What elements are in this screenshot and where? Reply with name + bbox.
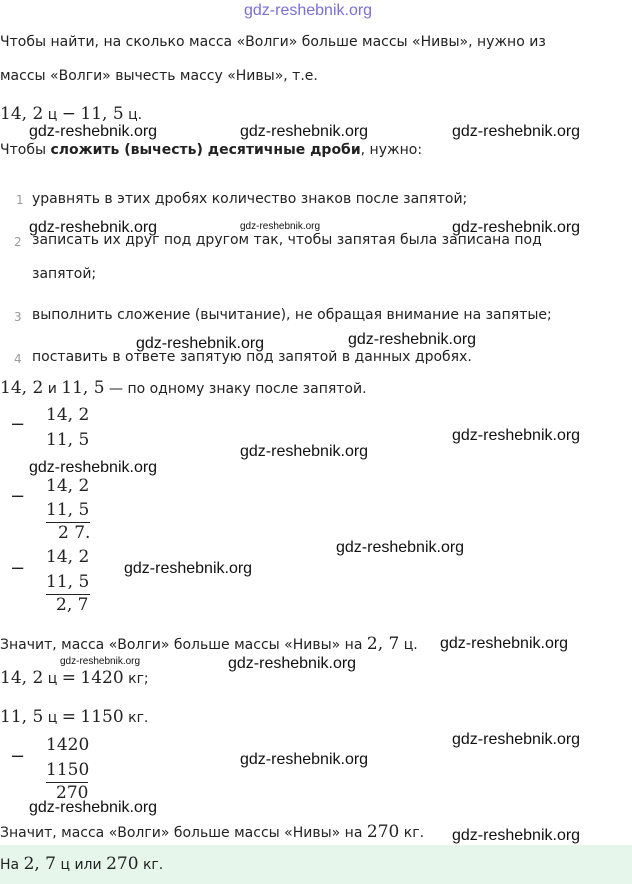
conv1-eq: = xyxy=(61,668,76,688)
rule-bold: сложить (вычесть) десятичные дроби xyxy=(50,142,361,158)
watermark: gdz-reshebnik.org xyxy=(136,335,265,352)
conclusion-2-text: Значит, масса «Волги» больше массы «Нивы» на xyxy=(0,825,363,841)
answer-unit-2: кг. xyxy=(142,857,164,873)
answer-or: или xyxy=(74,857,102,873)
conclusion-2-value: 270 xyxy=(366,822,400,842)
watermark-small: gdz-reshebnik.org xyxy=(240,221,321,232)
answer-line xyxy=(0,854,163,874)
expression-op: − xyxy=(61,104,76,124)
watermark: gdz-reshebnik.org xyxy=(240,751,369,768)
conclusion-1-text: Значит, масса «Волги» больше массы «Нивы» на xyxy=(0,637,363,653)
calc1-minus: − xyxy=(10,414,26,435)
conv2-a: 11, 5 xyxy=(0,707,44,727)
intro-line-2: массы «Волги» вычесть массу «Нивы», т.е. xyxy=(0,68,318,84)
calc1-top: 14, 2 xyxy=(46,405,90,425)
rule-prefix: Чтобы xyxy=(0,142,47,158)
conv2-eq: = xyxy=(61,707,76,727)
calc3-bottom: 11, 5 xyxy=(46,572,90,592)
watermark: gdz-reshebnik.org xyxy=(452,123,581,140)
watermark: gdz-reshebnik.org xyxy=(240,443,369,460)
conversion-2 xyxy=(0,707,148,727)
watermark: gdz-reshebnik.org xyxy=(29,123,158,140)
watermark-top: gdz-reshebnik.org xyxy=(244,2,373,19)
calc4-top: 1420 xyxy=(46,735,90,755)
expression-unit-b: ц. xyxy=(128,107,143,123)
conclusion-1-unit: ц. xyxy=(403,637,418,653)
watermark: gdz-reshebnik.org xyxy=(452,827,581,844)
step-3-number: 3 xyxy=(14,310,22,324)
compare-a: 14, 2 xyxy=(0,378,44,398)
step-4-text: поставить в ответе запятую под запятой в данных дробях. xyxy=(32,349,472,365)
watermark-small: gdz-reshebnik.org xyxy=(60,656,141,667)
step-2-text: записать их друг под другом так, чтобы запятая была записана под xyxy=(32,232,542,248)
answer-unit-1: ц xyxy=(60,857,70,873)
conclusion-2 xyxy=(0,822,424,842)
step-1-text: уравнять в этих дробях количество знаков после запятой; xyxy=(32,191,468,207)
step-3-text: выполнить сложение (вычитание), не обращая внимание на запятые; xyxy=(32,307,552,323)
calc4-result: 270 xyxy=(56,783,89,803)
calc4-minus: − xyxy=(10,746,26,767)
expression xyxy=(0,104,142,124)
compare-and: и xyxy=(47,381,57,397)
rule-line xyxy=(0,142,422,158)
step-2-number: 2 xyxy=(14,235,22,249)
conv2-unit1: ц xyxy=(47,710,58,726)
step-1-number: 1 xyxy=(16,193,24,207)
intro-line-1: Чтобы найти, на сколько масса «Волги» больше массы «Нивы», нужно из xyxy=(0,34,546,50)
calc2-minus: − xyxy=(10,486,26,507)
conv1-a: 14, 2 xyxy=(0,668,44,688)
conv2-unit2: кг. xyxy=(128,710,149,726)
watermark: gdz-reshebnik.org xyxy=(124,560,253,577)
conclusion-1-value: 2, 7 xyxy=(366,634,400,654)
conv1-unit1: ц xyxy=(47,671,58,687)
expression-b: 11, 5 xyxy=(80,104,124,124)
calc2-top: 14, 2 xyxy=(46,476,90,496)
expression-a: 14, 2 xyxy=(0,104,44,124)
answer-value-1: 2, 7 xyxy=(23,854,57,874)
calc3-minus: − xyxy=(10,558,26,579)
watermark: gdz-reshebnik.org xyxy=(228,655,357,672)
watermark: gdz-reshebnik.org xyxy=(29,799,158,816)
watermark: gdz-reshebnik.org xyxy=(452,219,581,236)
watermark: gdz-reshebnik.org xyxy=(452,731,581,748)
watermark: gdz-reshebnik.org xyxy=(348,331,477,348)
conclusion-2-unit: кг. xyxy=(403,825,425,841)
conv1-unit2: кг; xyxy=(128,671,149,687)
watermark: gdz-reshebnik.org xyxy=(240,123,369,140)
step-4-number: 4 xyxy=(14,352,22,366)
expression-unit-a: ц xyxy=(47,107,58,123)
rule-suffix: , нужно: xyxy=(360,142,423,158)
answer-value-2: 270 xyxy=(106,854,139,874)
watermark: gdz-reshebnik.org xyxy=(29,219,158,236)
compare-line xyxy=(0,378,367,398)
watermark: gdz-reshebnik.org xyxy=(336,539,465,556)
step-2-text-continued: запятой; xyxy=(32,266,97,282)
watermark: gdz-reshebnik.org xyxy=(452,427,581,444)
conclusion-1 xyxy=(0,634,418,654)
compare-rest: — по одному знаку после запятой. xyxy=(109,381,367,397)
calc2-bottom: 11, 5 xyxy=(46,500,90,520)
watermark: gdz-reshebnik.org xyxy=(440,635,569,652)
calc3-result: 2, 7 xyxy=(56,595,89,615)
conv1-b: 1420 xyxy=(80,668,124,688)
watermark: gdz-reshebnik.org xyxy=(29,459,158,476)
calc4-bottom: 1150 xyxy=(46,760,90,780)
answer-prefix: На xyxy=(0,857,20,873)
calc3-top: 14, 2 xyxy=(46,547,90,567)
calc2-result: 2 7. xyxy=(58,523,91,543)
conv2-b: 1150 xyxy=(80,707,124,727)
compare-b: 11, 5 xyxy=(61,378,105,398)
conversion-1 xyxy=(0,668,149,688)
answer-box xyxy=(0,845,632,884)
calc1-bottom: 11, 5 xyxy=(46,430,90,450)
